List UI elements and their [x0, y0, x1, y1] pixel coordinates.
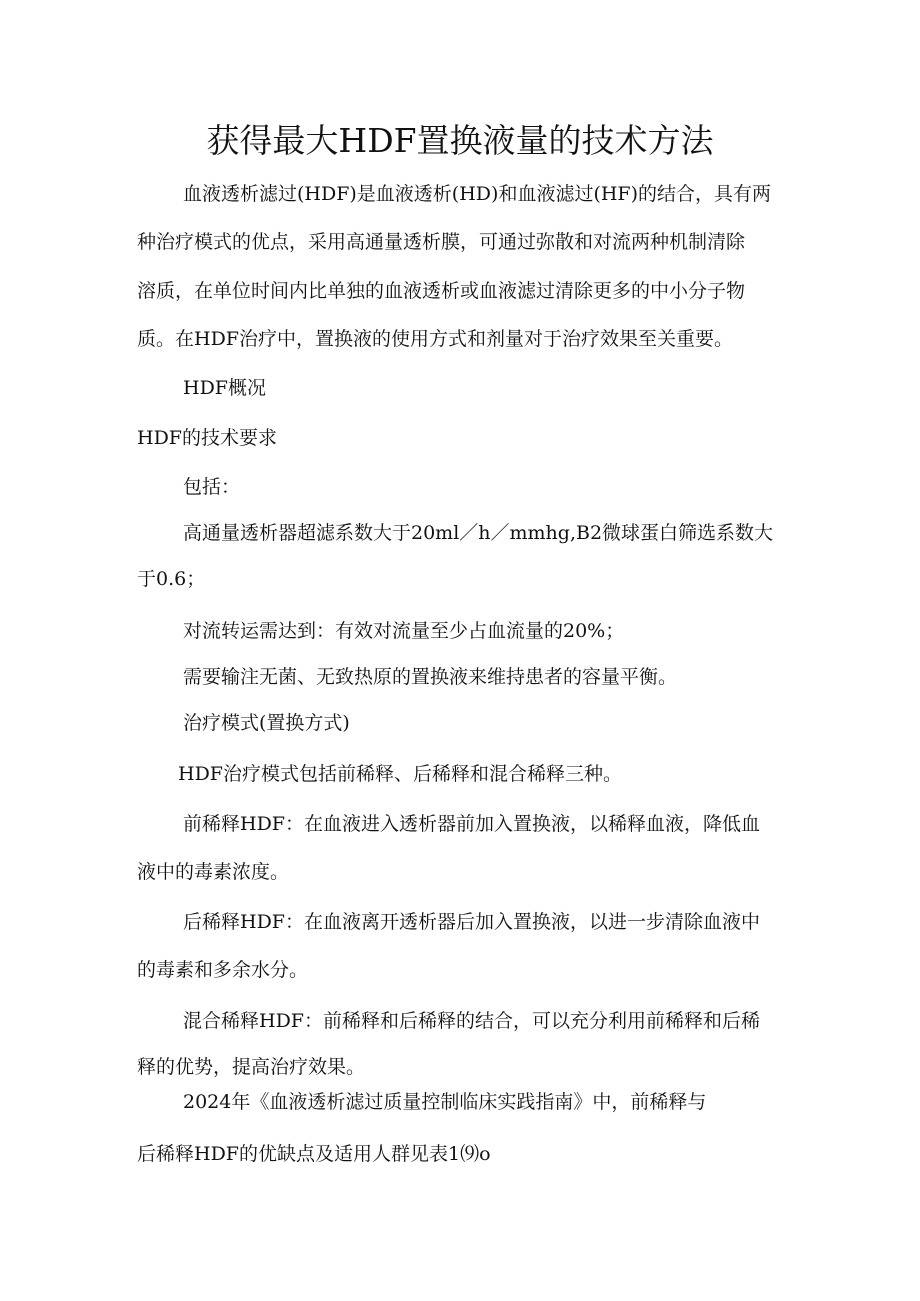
paragraph-line: 溶质，在单位时间内比单独的血液透析或血液滤过清除更多的中小分子物 [137, 280, 746, 302]
paragraph-line: 液中的毒素浓度。 [137, 861, 290, 883]
subsection-heading: 治疗模式(置换方式) [183, 712, 350, 734]
paragraph-line: 后稀释HDF的优缺点及适用人群见表1⑼o [137, 1143, 491, 1165]
paragraph-line: 血液透析滤过(HDF)是血液透析(HD)和血液滤过(HF)的结合，具有两 [183, 183, 772, 205]
paragraph-line: 前稀释HDF：在血液进入透析器前加入置换液，以稀释血液，降低血 [183, 813, 760, 835]
paragraph-line: 释的优势，提高治疗效果。 [137, 1056, 366, 1078]
paragraph-line: 混合稀释HDF：前稀释和后稀释的结合，可以充分利用前稀释和后稀 [183, 1010, 760, 1032]
paragraph-line: 包括： [183, 476, 241, 498]
paragraph-line: 质。在HDF治疗中，置换液的使用方式和剂量对于治疗效果至关重要。 [137, 328, 733, 350]
section-heading: HDF概况 [183, 377, 266, 399]
document-title: 获得最大HDF置换液量的技术方法 [206, 121, 714, 160]
paragraph-line: 后稀释HDF：在血液离开透析器后加入置换液，以进一步清除血液中 [183, 911, 760, 933]
paragraph-line: 于0.6； [137, 568, 206, 590]
paragraph-line: 的毒素和多余水分。 [137, 959, 309, 981]
subsection-heading: HDF的技术要求 [137, 427, 277, 449]
paragraph-line: 2024年《血液透析滤过质量控制临床实践指南》中，前稀释与 [183, 1091, 707, 1113]
paragraph-line: HDF治疗模式包括前稀释、后稀释和混合稀释三种。 [178, 763, 622, 785]
paragraph-line: 高通量透析器超滤系数大于20ml／h／mmhg,B2微球蛋白筛选系数大 [183, 522, 774, 544]
paragraph-line: 需要输注无菌、无致热原的置换液来维持患者的容量平衡。 [183, 666, 678, 688]
paragraph-line: 种治疗模式的优点，采用高通量透析膜，可通过弥散和对流两种机制清除 [137, 231, 746, 253]
paragraph-line: 对流转运需达到：有效对流量至少占血流量的20%； [183, 620, 625, 642]
